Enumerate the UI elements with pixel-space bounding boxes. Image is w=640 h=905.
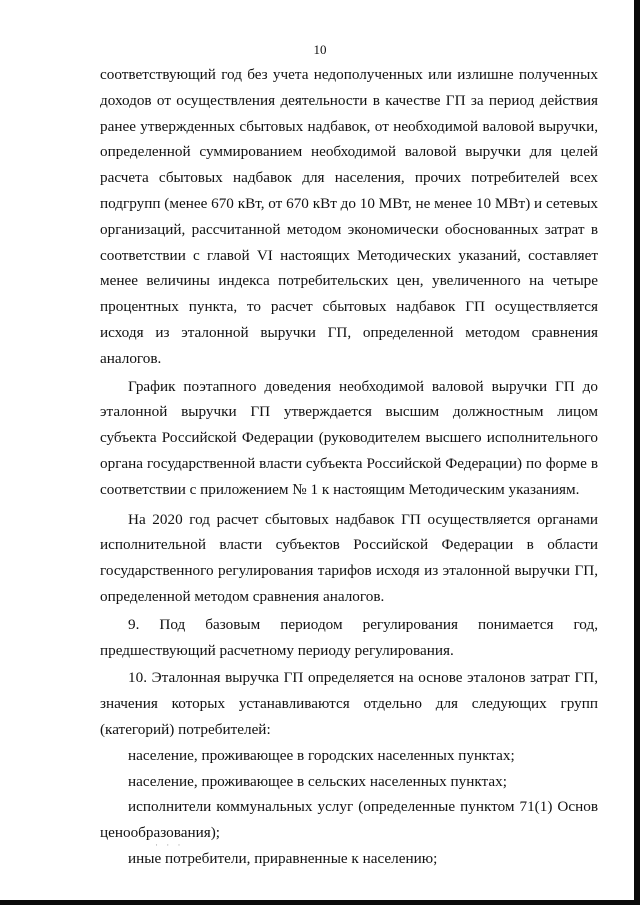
- paragraph-continuation: соответствующий год без учета недополученных или излишне полученных доходов от осуществления деятельности в качестве ГП за период действия ранее утвержденных сбытовых надбавок, от необходимой валовой выручки, определенной суммированием необходимой валовой выручки для целей расчета сбытовых надбавок для населения, прочих потребителей всех подгрупп (менее 670 кВт, от 670 кВт до 10 МВт, не менее 10 МВт) и сетевых организаций, рассчитанной методом экономически обоснованных затрат в соответствии с главой VI настоящих Методических указаний, составляет менее величины индекса потребительских цен, увеличенного на четыре процентных пункта, то расчет сбытовых надбавок ГП осуществляется исходя из эталонной выручки ГП, определенной методом сравнения аналогов.: [100, 66, 598, 367]
- list-item-other: иные потребители, приравненные к населению;: [128, 849, 438, 867]
- list-item-utilities: исполнители коммунальных услуг (определенные пунктом 71(1) Основ ценообразования);: [100, 798, 598, 842]
- scan-border-right: [634, 0, 640, 905]
- scan-border-bottom: [0, 900, 640, 905]
- page-number: 10: [313, 42, 327, 57]
- list-item-urban: население, проживающее в городских населенных пунктах;: [128, 746, 515, 764]
- scan-noise: · · ·: [155, 840, 184, 850]
- paragraph-2020: На 2020 год расчет сбытовых надбавок ГП осуществляется органами исполнительной власти субъектов Российской Федерации в области государственного регулирования тарифов исходя из эталонной выручки ГП, определенной методом сравнения аналогов.: [100, 510, 598, 605]
- paragraph-item-9: 9. Под базовым периодом регулирования понимается год, предшествующий расчетному периоду регулирования.: [100, 615, 598, 659]
- paragraph-item-10: 10. Эталонная выручка ГП определяется на основе эталонов затрат ГП, значения которых устанавливаются отдельно для следующих групп (категорий) потребителей:: [100, 669, 598, 738]
- document-body: [100, 62, 598, 872]
- list-item-rural: население, проживающее в сельских населенных пунктах;: [128, 772, 507, 790]
- paragraph-schedule: График поэтапного доведения необходимой валовой выручки ГП до эталонной выручки ГП утверждается высшим должностным лицом субъекта Российской Федерации (руководителем высшего исполнительного органа государственной власти субъекта Российской Федерации) по форме в соответствии с приложением № 1 к настоящим Методическим указаниям.: [100, 377, 598, 498]
